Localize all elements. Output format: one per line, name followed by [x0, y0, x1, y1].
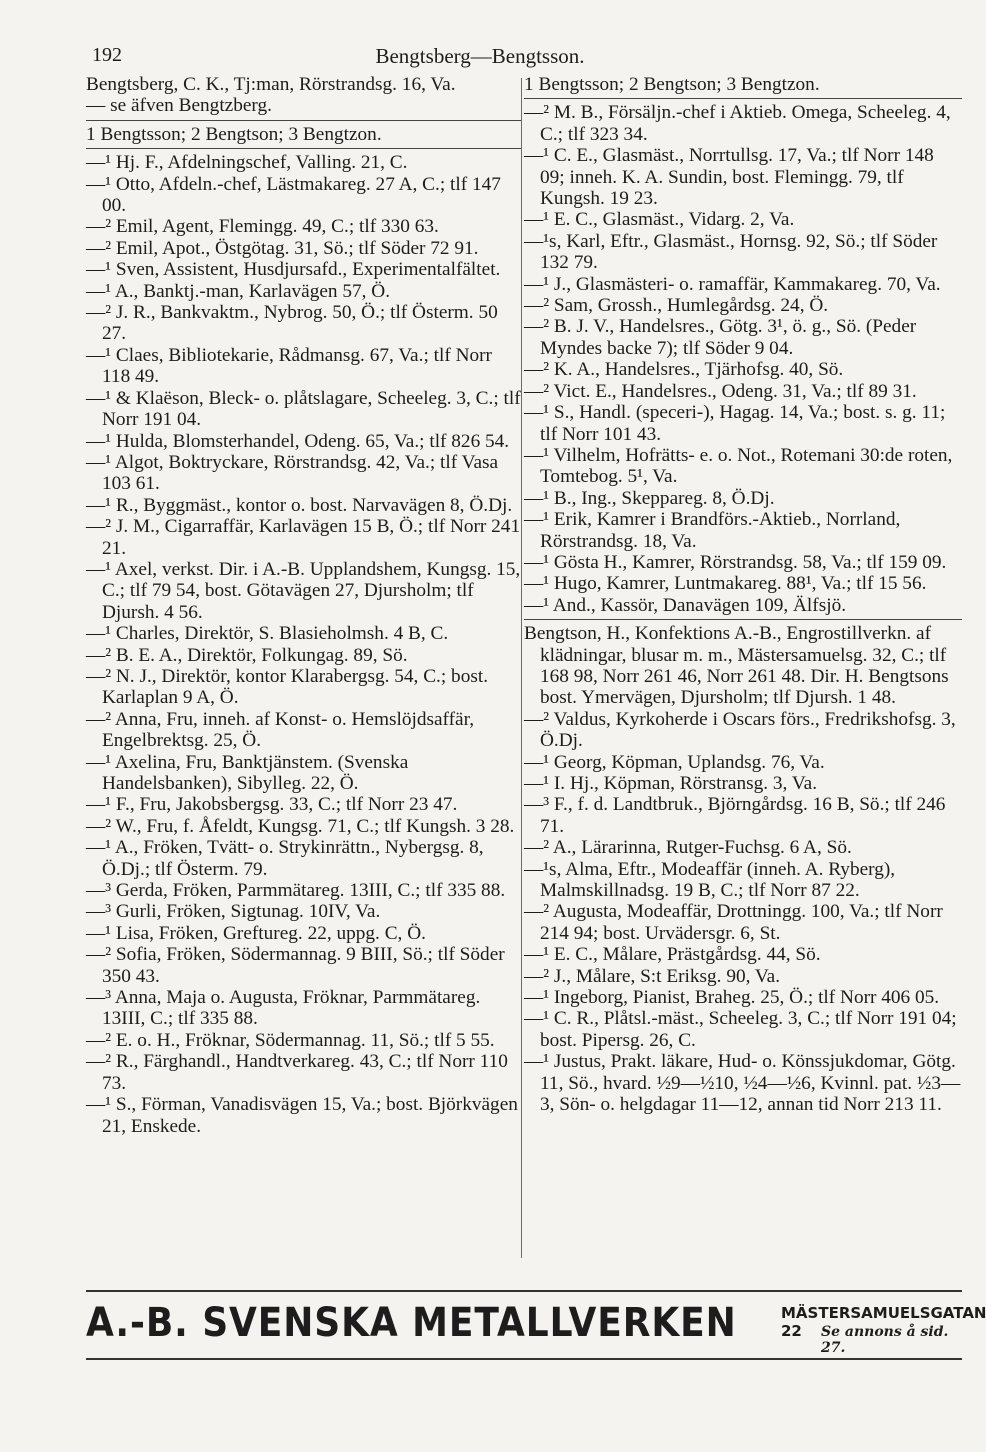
directory-entry: —¹ Gösta H., Kamrer, Rörstrandsg. 58, Va.; tlf 159 09.	[524, 551, 947, 573]
directory-entry: —¹ Ingeborg, Pianist, Braheg. 25, Ö.; tlf Norr 406 05.	[524, 987, 940, 1009]
directory-entry: —¹ Charles, Direktör, S. Blasieholmsh. 4 B, C.	[86, 623, 449, 645]
directory-entry: —² Emil, Agent, Flemingg. 49, C.; tlf 330 63.	[86, 216, 439, 238]
directory-entry: Bengtsberg, C. K., Tj:man, Rörstrandsg. 16, Va.	[86, 74, 456, 95]
directory-entry: —¹ & Klaëson, Bleck- o. plåtslagare, Scheeleg. 3, C.; tlf Norr 191 04.	[86, 387, 521, 431]
banner-brand: A.-B. SVENSKA METALLVERKEN	[86, 1300, 737, 1346]
banner-reference: Se annons å sid. 27.	[821, 1324, 949, 1356]
directory-entry: —¹ C. R., Plåtsl.-mäst., Scheeleg. 3, C.; tlf Norr 191 04; bost. Pipersg. 26, C.	[524, 1008, 957, 1051]
directory-entry: 1 Bengtsson; 2 Bengtson; 3 Bengtzon.	[524, 74, 820, 95]
directory-entry: —¹ Axelina, Fru, Banktjänstem. (Svenska Handelsbanken), Sibylleg. 22, Ö.	[86, 751, 409, 794]
directory-entry: —¹ Algot, Boktryckare, Rörstrandsg. 42, Va.; tlf Vasa 103 61.	[86, 451, 499, 495]
directory-entry: —² B. E. A., Direktör, Folkungag. 89, Sö.	[86, 644, 408, 666]
directory-entry: —¹ And., Kassör, Danavägen 109, Älfsjö.	[524, 594, 847, 616]
left-column	[86, 74, 522, 1137]
directory-entry: —² Augusta, Modeaffär, Drottningg. 100, Va.; tlf Norr 214 94; bost. Urvädersgr. 6, St.	[524, 901, 943, 944]
directory-entry: —² A., Lärarinna, Rutger-Fuchsg. 6 A, Sö.	[524, 837, 852, 859]
directory-entry: —² N. J., Direktör, kontor Klarabergsg. 54, C.; bost. Karlaplan 9 A, Ö.	[86, 665, 489, 709]
column-divider	[521, 78, 522, 1258]
directory-entry: —¹ Otto, Afdeln.-chef, Lästmakareg. 27 A, C.; tlf 147 00.	[86, 173, 501, 217]
directory-entry: —¹ A., Banktj.-man, Karlavägen 57, Ö.	[86, 280, 391, 302]
banner-address: MÄSTERSAMUELSGATAN 22	[781, 1304, 986, 1340]
banner-bottom-rule	[86, 1358, 962, 1360]
directory-entry: —² Emil, Apot., Östgötag. 31, Sö.; tlf Söder 72 91.	[86, 237, 479, 259]
directory-entry: —¹ Vilhelm, Hofrätts- e. o. Not., Rotemani 30:de roten, Tomtebog. 5¹, Va.	[524, 444, 953, 488]
directory-entry: —¹ J., Glasmästeri- o. ramaffär, Kammakareg. 70, Va.	[524, 273, 941, 295]
directory-entry: —¹ Hj. F., Afdelningschef, Valling. 21, C.	[86, 152, 408, 174]
directory-entry: —¹ C. E., Glasmäst., Norrtullsg. 17, Va.; tlf Norr 148 09; inneh. K. A. Sundin, bost. Flemingg. 79, tlf Kungsh. 19 23.	[524, 145, 934, 210]
directory-entry: —³ F., f. d. Landtbruk., Björngårdsg. 16 B, Sö.; tlf 246 71.	[524, 794, 946, 837]
directory-entry: 1 Bengtsson; 2 Bengtson; 3 Bengtzon.	[86, 123, 382, 145]
directory-entry: —² K. A., Handelsres., Tjärhofsg. 40, Sö.	[524, 359, 844, 381]
section-rule	[86, 148, 522, 149]
directory-entry: —² Anna, Fru, inneh. af Konst- o. Hemslöjdsaffär, Engelbrektsg. 25, Ö.	[86, 708, 475, 752]
directory-entry: —² J. R., Bankvaktm., Nybrog. 50, Ö.; tlf Österm. 50 27.	[86, 302, 498, 345]
page-number: 192	[92, 44, 122, 66]
directory-entry: —² M. B., Försäljn.-chef i Aktieb. Omega, Scheeleg. 4, C.; tlf 323 34.	[524, 102, 951, 145]
directory-entry: —¹ R., Byggmäst., kontor o. bost. Narvavägen 8, Ö.Dj.	[86, 494, 513, 516]
directory-entry: —² W., Fru, f. Åfeldt, Kungsg. 71, C.; tlf Kungsh. 3 28.	[86, 815, 515, 837]
directory-entry: —² Sam, Grossh., Humlegårdsg. 24, Ö.	[524, 295, 829, 317]
directory-entry: —² Vict. E., Handelsres., Odeng. 31, Va.; tlf 89 31.	[524, 380, 917, 402]
directory-entry: —¹ Hugo, Kamrer, Luntmakareg. 88¹, Va.; tlf 15 56.	[524, 573, 927, 595]
directory-entry: —² J., Målare, S:t Eriksg. 90, Va.	[524, 965, 781, 987]
directory-entry: —² J. M., Cigarraffär, Karlavägen 15 B, Ö.; tlf Norr 241 21.	[86, 516, 521, 559]
right-column	[524, 74, 962, 1116]
directory-entry: —² R., Färghandl., Handtverkareg. 43, C.; tlf Norr 110 73.	[86, 1051, 508, 1094]
directory-entry: —² E. o. H., Fröknar, Södermannag. 11, Sö.; tlf 5 55.	[86, 1029, 495, 1051]
directory-entry: —³ Gerda, Fröken, Parmmätareg. 13III, C.; tlf 335 88.	[86, 880, 506, 902]
directory-entry: Bengtson, H., Konfektions A.-B., Engrostillverkn. af klädningar, blusar m. m., Mästersamuelsg. 32, C.; tlf 168 98, Norr 261 46, Norr 261 48. Dir. H. Bengtsons bost. Ymervägen, Djursholm; tlf Djursh. 1 48.	[524, 623, 949, 709]
banner-top-rule	[86, 1290, 962, 1292]
directory-entry: —¹s, Alma, Eftr., Modeaffär (inneh. A. Ryberg), Malmskillnadsg. 19 B, C.; tlf Norr 87 22.	[524, 858, 896, 902]
directory-entry: —¹ S., Handl. (speceri-), Hagag. 14, Va.; bost. s. g. 11; tlf Norr 101 43.	[524, 402, 946, 445]
directory-entry: —¹ I. Hj., Köpman, Rörstransg. 3, Va.	[524, 773, 818, 794]
advertisement-banner	[86, 1290, 986, 1370]
running-head: Bengtsberg—Bengtsson.	[375, 44, 585, 68]
directory-entry: —¹s, Karl, Eftr., Glasmäst., Hornsg. 92, Sö.; tlf Söder 132 79.	[524, 230, 938, 274]
directory-entry: —² B. J. V., Handelsres., Götg. 3¹, ö. g., Sö. (Peder Myndes backe 7); tlf Söder 9 04.	[524, 316, 917, 359]
directory-entry: —¹ E. C., Glasmäst., Vidarg. 2, Va.	[524, 209, 795, 231]
page-header	[0, 0, 960, 70]
section-rule	[524, 98, 962, 99]
section-rule	[86, 120, 522, 121]
directory-entry: —¹ Axel, verkst. Dir. i A.-B. Upplandshem, Kungsg. 15, C.; tlf 79 54, bost. Götavägen 27, Djursholm; tlf Djursh. 4 56.	[86, 558, 521, 623]
directory-entry: —¹ A., Fröken, Tvätt- o. Strykinrättn., Nybergsg. 8, Ö.Dj.; tlf Österm. 79.	[86, 837, 484, 880]
directory-entry: —² Valdus, Kyrkoherde i Oscars förs., Fredrikshofsg. 3, Ö.Dj.	[524, 708, 956, 752]
directory-entry: —³ Gurli, Fröken, Sigtunag. 10IV, Va.	[86, 901, 381, 923]
directory-entry: —¹ Claes, Bibliotekarie, Rådmansg. 67, Va.; tlf Norr 118 49.	[86, 344, 492, 388]
directory-entry: — se äfven Bengtzberg.	[86, 95, 272, 117]
directory-entry: —² Sofia, Fröken, Södermannag. 9 BIII, Sö.; tlf Söder 350 43.	[86, 944, 505, 987]
directory-entry: —¹ Hulda, Blomsterhandel, Odeng. 65, Va.; tlf 826 54.	[86, 430, 510, 452]
directory-entry: —³ Anna, Maja o. Augusta, Fröknar, Parmmätareg. 13III, C.; tlf 335 88.	[86, 987, 481, 1030]
directory-entry: —¹ Justus, Prakt. läkare, Hud- o. Könssjukdomar, Götg. 11, Sö., hvard. ½9—½10, ½4—½6, Kvinnl. pat. ½3—3, Sön- o. helgdagar 11—12, annan tid Norr 213 11.	[524, 1051, 961, 1116]
directory-entry: —¹ Lisa, Fröken, Greftureg. 22, uppg. C, Ö.	[86, 922, 426, 944]
directory-entry: —¹ Georg, Köpman, Uplandsg. 76, Va.	[524, 751, 825, 773]
directory-entry: —¹ B., Ing., Skeppareg. 8, Ö.Dj.	[524, 487, 775, 509]
directory-entry: —¹ E. C., Målare, Prästgårdsg. 44, Sö.	[524, 944, 821, 966]
directory-entry: —¹ F., Fru, Jakobsbergsg. 33, C.; tlf Norr 23 47.	[86, 794, 458, 816]
section-rule	[524, 619, 962, 620]
directory-entry: —¹ Erik, Kamrer i Brandförs.-Aktieb., Norrland, Rörstrandsg. 18, Va.	[524, 509, 901, 552]
directory-entry: —¹ S., Förman, Vanadisvägen 15, Va.; bost. Björkvägen 21, Enskede.	[86, 1094, 518, 1137]
directory-entry: —¹ Sven, Assistent, Husdjursafd., Experimentalfältet.	[86, 259, 501, 281]
